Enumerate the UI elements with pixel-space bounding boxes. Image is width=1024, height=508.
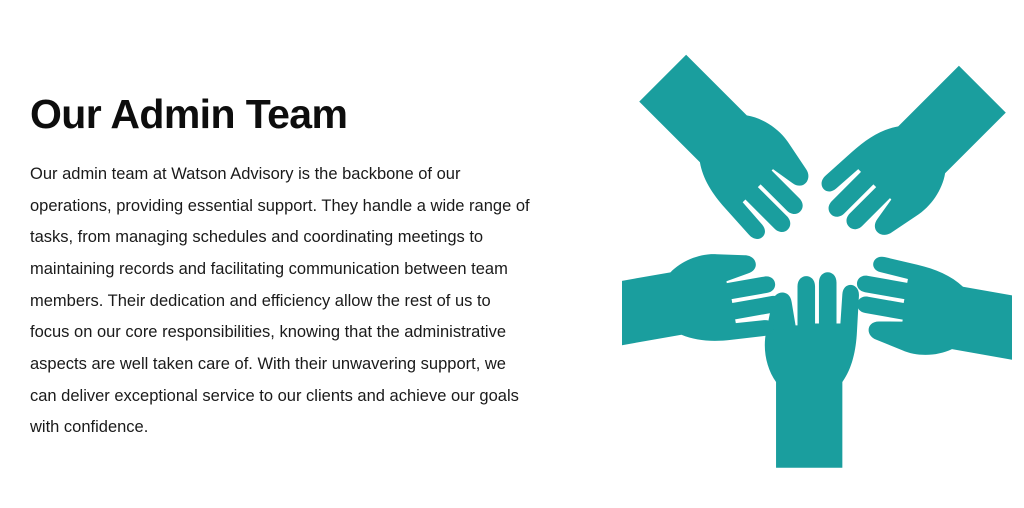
text-column	[0, 0, 560, 444]
illustration-column	[560, 0, 1024, 508]
body-paragraph: Our admin team at Watson Advisory is the backbone of our operations, providing essential support. They handle a wide range of tasks, from managing schedules and coordinating meetings to maintaining records and facilitating communication between team members. Their dedication and efficiency allow the rest of us to focus on our core responsibilities, knowing that the administrative aspects are well taken care of. With their unwavering support, we can deliver exceptional service to our clients and achieve our goals with confidence.	[30, 165, 530, 437]
page-title: Our Admin Team	[30, 91, 348, 137]
four-hands-teamwork-icon	[622, 48, 1012, 478]
